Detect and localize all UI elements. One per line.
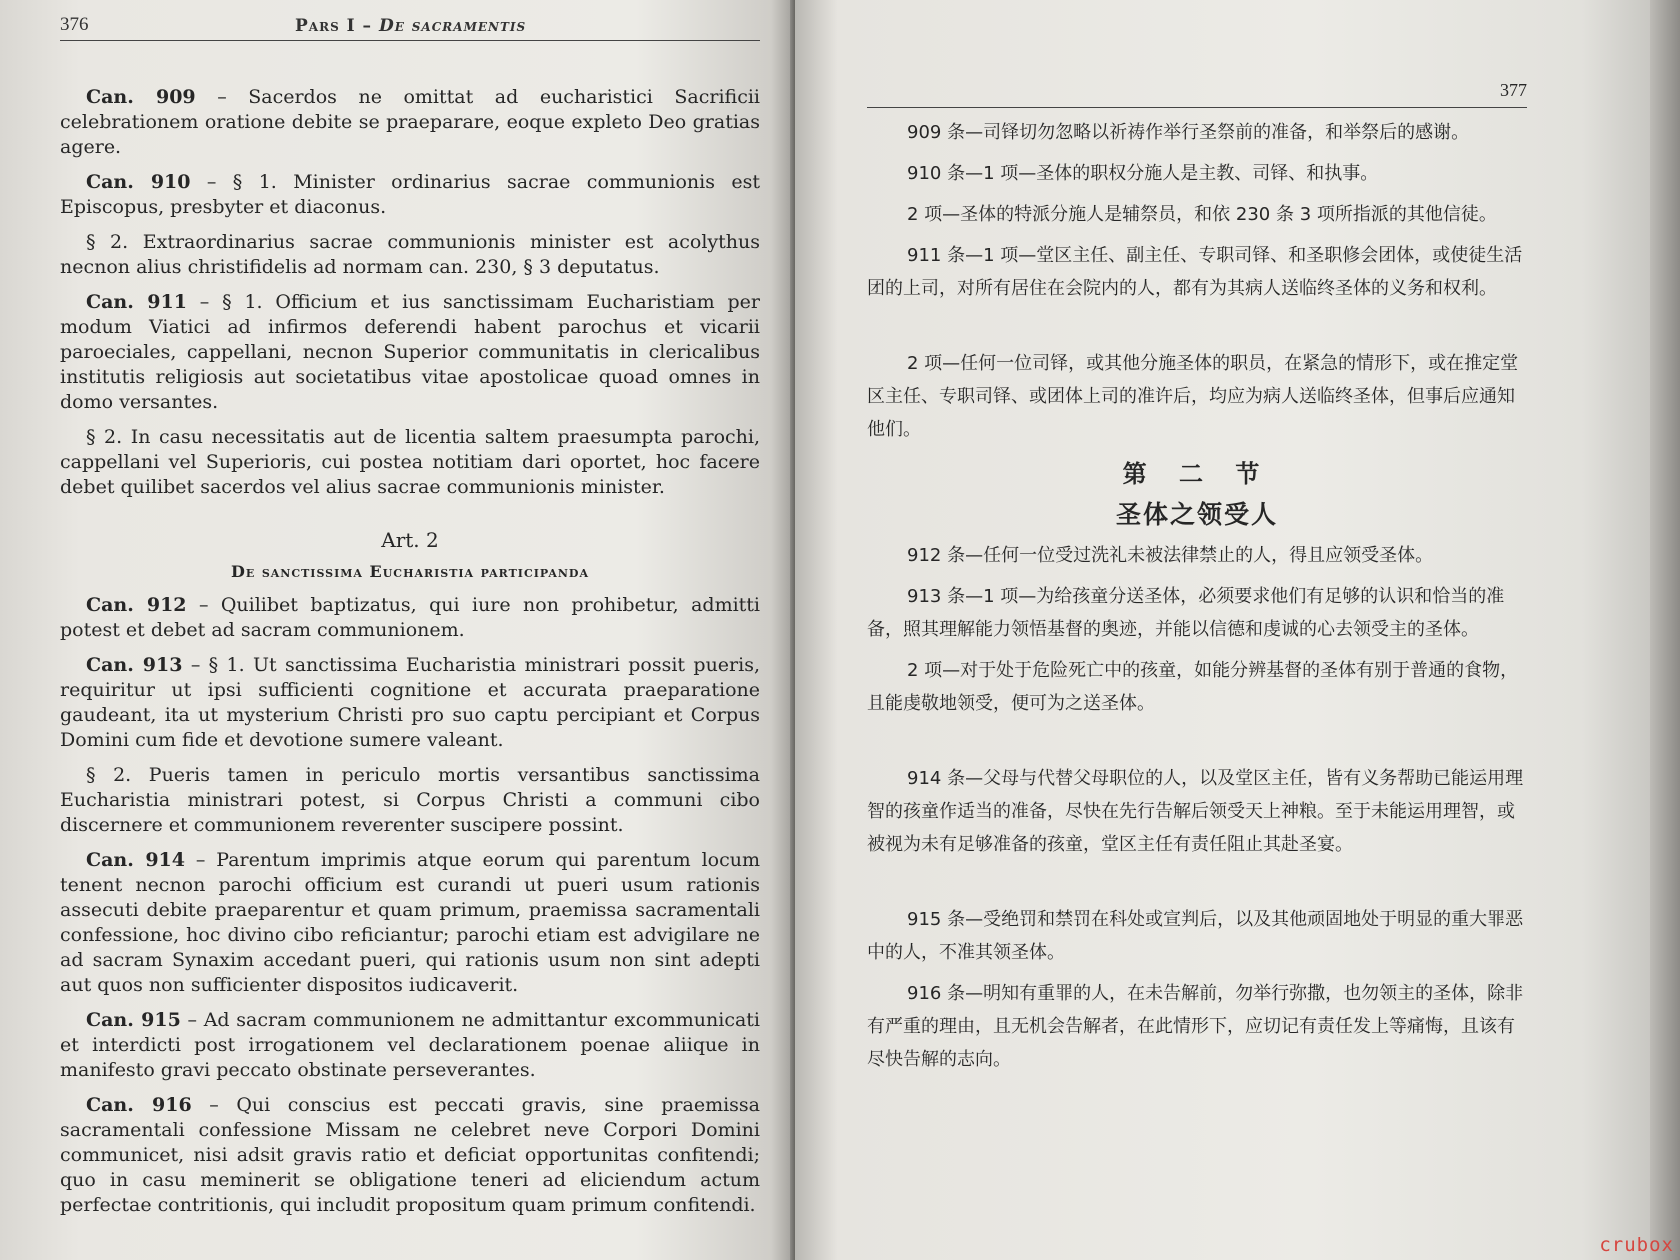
canon-910-2-zh: 2 项—圣体的特派分施人是辅祭员，和依 230 条 3 项所指派的其他信徒。 (907, 204, 1497, 225)
canon-913-2: § 2. Pueris tamen in periculo mortis versantibus sanctissima Eucharistia ministrari potest, si Corpus Christi a communi cibo discernere et communionem reverenter suscipere possint. (60, 764, 760, 836)
canon-909-zh: 909 条—司铎切勿忽略以祈祷作举行圣祭前的准备，和举祭后的感谢。 (907, 122, 1470, 143)
canon-914: Can. 914 – Parentum imprimis atque eorum qui parentum locum tenent necnon parochi officium est curandi ut pueri usum rationis assecuti debite praeparentur et quam primum, praemissa sacramentali confessione, hoc divino cibo reficiantur; parochi etiam est advigilare ne ad sacram Synaxim accedant pueri, qui rationis usum non sint adepti aut quos non sufficienter dispositos iudicaverit. (60, 849, 760, 996)
right-canons-block-2 (867, 539, 1527, 1076)
canon-911-1: Can. 911 – § 1. Officium et ius sanctissimam Eucharistiam per modum Viatici ad infirmos deferendi habent parochus et vicarii paroeciales, cappellani, necnon Superior communitatis in clericalibus institutis religiosis aut societatibus vitae apostolicae quoad omnes in domo versantes. (60, 291, 761, 413)
right-page-number: 377 (1500, 80, 1527, 100)
right-page (795, 0, 1650, 1260)
running-head-title: Pars I – De sacramentis (295, 16, 527, 36)
section-heading (867, 454, 1527, 531)
canon-912: Can. 912 – Quilibet baptizatus, qui iure non prohibetur, admitti potest et debet ad sacram communionem. (60, 594, 761, 641)
article-title: De sanctissima Eucharistia participanda (231, 562, 589, 581)
canon-912-zh: 912 条—任何一位受过洗礼未被法律禁止的人，得且应领受圣体。 (907, 545, 1434, 566)
left-canons-block-1 (60, 85, 760, 500)
article-heading (60, 528, 760, 581)
canon-910-1: Can. 910 – § 1. Minister ordinarius sacrae communionis est Episcopus, presbyter et diaconus. (60, 171, 761, 218)
section-title: 圣体之领受人 (1115, 500, 1278, 529)
canon-911-2: § 2. In casu necessitatis aut de licentia saltem praesumpta parochi, cappellani vel Superioris, cui postea notitiam dari oportet, hoc facere debet quilibet sacerdos vel alius sacrae communionis minister. (60, 426, 760, 498)
left-page-number: 376 (60, 14, 89, 35)
watermark: crubox (1599, 1234, 1674, 1256)
canon-913-1-zh: 913 条—1 项—为给孩童分送圣体，必须要求他们有足够的认识和恰当的准备，照其理解能力领悟基督的奥迹，并能以信德和虔诚的心去领受主的圣体。 (867, 586, 1505, 640)
right-canons-block-1 (867, 116, 1527, 446)
article-number: Art. 2 (381, 528, 439, 552)
canon-916: Can. 916 – Qui conscius est peccati gravis, sine praemissa sacramentali confessione Missam ne celebret neve Corpori Domini communicet, nisi adsit gravis ratio et deficiat opportunitas confitendi; quo in casu meminerit se obligatione teneri ad eliciendum actum perfectae contritionis, qui includit propositum quam primum confitendi. (60, 1094, 760, 1216)
canon-911-2-zh: 2 项—任何一位司铎，或其他分施圣体的职员，在紧急的情形下，或在推定堂区主任、专职司铎、或团体上司的准许后，均应为病人送临终圣体，但事后应通知他们。 (867, 353, 1519, 440)
canon-913-1: Can. 913 – § 1. Ut sanctissima Eucharistia ministrari possit pueris, requiritur ut ipsi sufficienti cognitione et accurata praeparatione gaudeant, ita ut mysterium Christi pro suo captu percipiant et Corpus Domini cum fide et devotione sumere valeant. (60, 654, 760, 751)
left-canons-block-2 (60, 593, 760, 1218)
left-running-head (60, 14, 760, 41)
canon-913-2-zh: 2 项—对于处于危险死亡中的孩童，如能分辨基督的圣体有别于普通的食物，且能虔敬地领受，便可为之送圣体。 (867, 660, 1519, 714)
section-number: 第 二 节 (1122, 460, 1272, 488)
canon-914-zh: 914 条—父母与代替父母职位的人，以及堂区主任，皆有义务帮助已能运用理智的孩童作适当的准备，尽快在先行告解后领受天上神粮。至于未能运用理智，或被视为未有足够准备的孩童，堂区主任有责任阻止其赴圣宴。 (867, 768, 1524, 855)
canon-915: Can. 915 – Ad sacram communionem ne admittantur excommunicati et interdicti post irrogationem vel declarationem poenae aliique in manifesto gravi peccato obstinate perseverantes. (60, 1009, 761, 1081)
page-edge (1650, 0, 1680, 1260)
canon-911-1-zh: 911 条—1 项—堂区主任、副主任、专职司铎、和圣职修会团体，或使徒生活团的上司，对所有居住在会院内的人，都有为其病人送临终圣体的义务和权利。 (867, 245, 1523, 299)
left-page (0, 0, 795, 1260)
canon-910-2: § 2. Extraordinarius sacrae communionis minister est acolythus necnon alius christifidelis ad normam can. 230, § 3 deputatus. (60, 231, 760, 278)
running-head-subtitle: De sacramentis (378, 16, 527, 36)
canon-916-zh: 916 条—明知有重罪的人，在未告解前，勿举行弥撒，也勿领主的圣体，除非有严重的理由，且无机会告解者，在此情形下，应切记有责任发上等痛悔，且该有尽快告解的志向。 (867, 983, 1524, 1070)
right-running-head (867, 80, 1527, 108)
canon-910-1-zh: 910 条—1 项—圣体的职权分施人是主教、司铎、和执事。 (907, 163, 1379, 184)
canon-915-zh: 915 条—受绝罚和禁罚在科处或宣判后，以及其他顽固地处于明显的重大罪恶中的人，不准其领圣体。 (867, 909, 1524, 963)
canon-909: Can. 909 – Sacerdos ne omittat ad eucharistici Sacrificii celebrationem oratione debite se praeparare, eoque expleto Deo gratias agere. (60, 86, 761, 158)
